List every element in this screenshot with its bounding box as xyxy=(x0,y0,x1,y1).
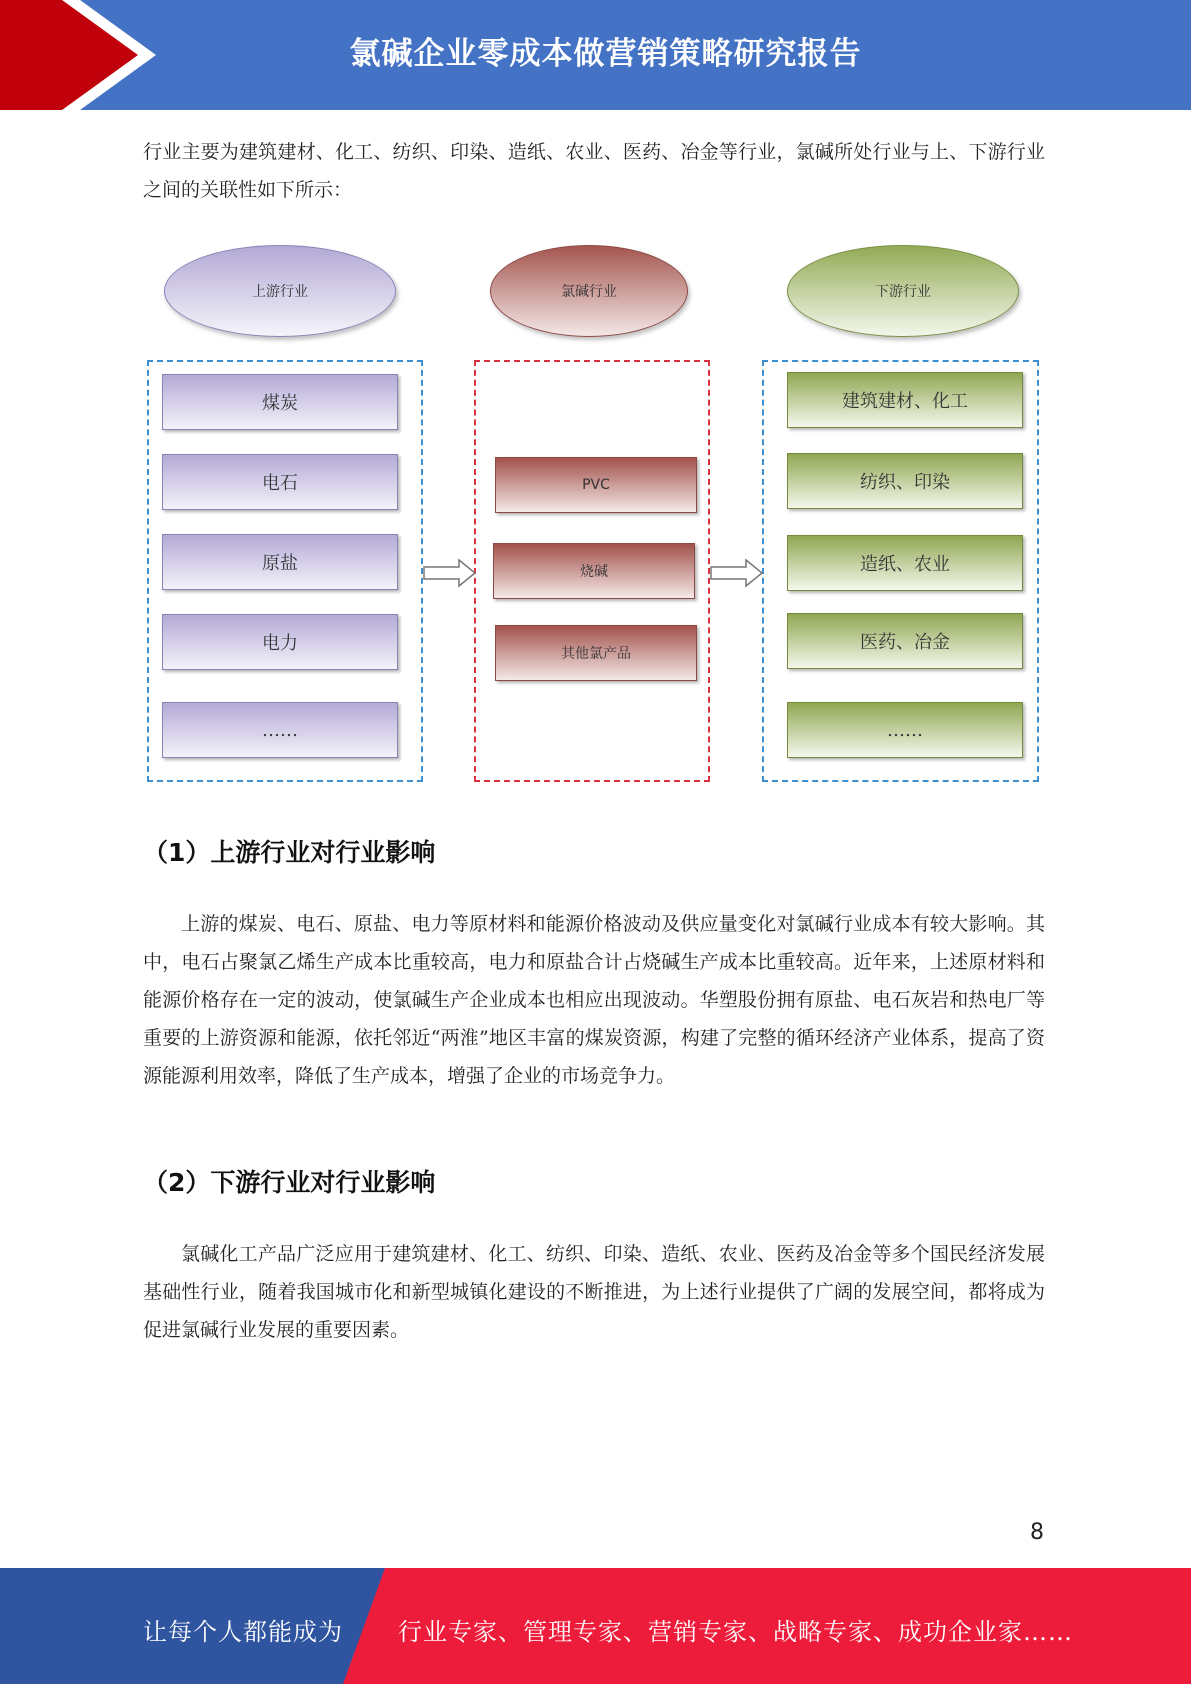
footer-slogan-left: 让每个人都能成为 xyxy=(143,1618,343,1646)
downstream-item: …… xyxy=(787,702,1023,758)
downstream-item: 纺织、印染 xyxy=(787,453,1023,509)
downstream-item: 建筑建材、化工 xyxy=(787,372,1023,428)
section2-body: 氯碱化工产品广泛应用于建筑建材、化工、纺织、印染、造纸、农业、医药及冶金等多个国民经济发展基础性行业，随着我国城市化和新型城镇化建设的不断推进，为上述行业提供了广阔的发展空间，都将成为促进氯碱行业发展的重要因素。 xyxy=(143,1243,1045,1341)
upstream-item: 原盐 xyxy=(162,534,398,590)
section1-body: 上游的煤炭、电石、原盐、电力等原材料和能源价格波动及供应量变化对氯碱行业成本有较大影响。其中，电石占聚氯乙烯生产成本比重较高，电力和原盐合计占烧碱生产成本比重较高。近年来，上述原材料和能源价格存在一定的波动，使氯碱生产企业成本也相应出现波动。华塑股份拥有原盐、电石灰岩和热电厂等重要的上游资源和能源，依托邻近“两淮”地区丰富的煤炭资源，构建了完整的循环经济产业体系，提高了资源能源利用效率，降低了生产成本，增强了企业的市场竞争力。 xyxy=(143,913,1045,1087)
section2-heading: （2）下游行业对行业影响 xyxy=(143,1168,436,1197)
upstream-item: 电石 xyxy=(162,454,398,510)
downstream-ellipse: 下游行业 xyxy=(787,245,1019,337)
footer-slogan-right: 行业专家、管理专家、营销专家、战略专家、成功企业家…… xyxy=(398,1618,1073,1646)
footer-bar xyxy=(0,1568,1191,1684)
page-number: 8 xyxy=(1030,1520,1044,1545)
downstream-item: 造纸、农业 xyxy=(787,535,1023,591)
midstream-ellipse: 氯碱行业 xyxy=(490,245,688,337)
midstream-item: 其他氯产品 xyxy=(495,625,697,681)
right-arrow-icon xyxy=(423,558,477,588)
upstream-item: …… xyxy=(162,702,398,758)
midstream-item: PVC xyxy=(495,457,697,513)
midstream-item: 烧碱 xyxy=(493,543,695,599)
header-bar xyxy=(0,0,1191,110)
intro-paragraph: 行业主要为建筑建材、化工、纺织、印染、造纸、农业、医药、冶金等行业，氯碱所处行业与上、下游行业之间的关联性如下所示： xyxy=(143,141,1045,201)
upstream-item: 电力 xyxy=(162,614,398,670)
section1-heading: （1）上游行业对行业影响 xyxy=(143,838,436,867)
right-arrow-icon xyxy=(710,558,764,588)
industry-chain-diagram xyxy=(140,240,1050,790)
upstream-item: 煤炭 xyxy=(162,374,398,430)
upstream-ellipse: 上游行业 xyxy=(164,245,396,337)
downstream-item: 医药、冶金 xyxy=(787,613,1023,669)
report-title: 氯碱企业零成本做营销策略研究报告 xyxy=(349,36,862,72)
